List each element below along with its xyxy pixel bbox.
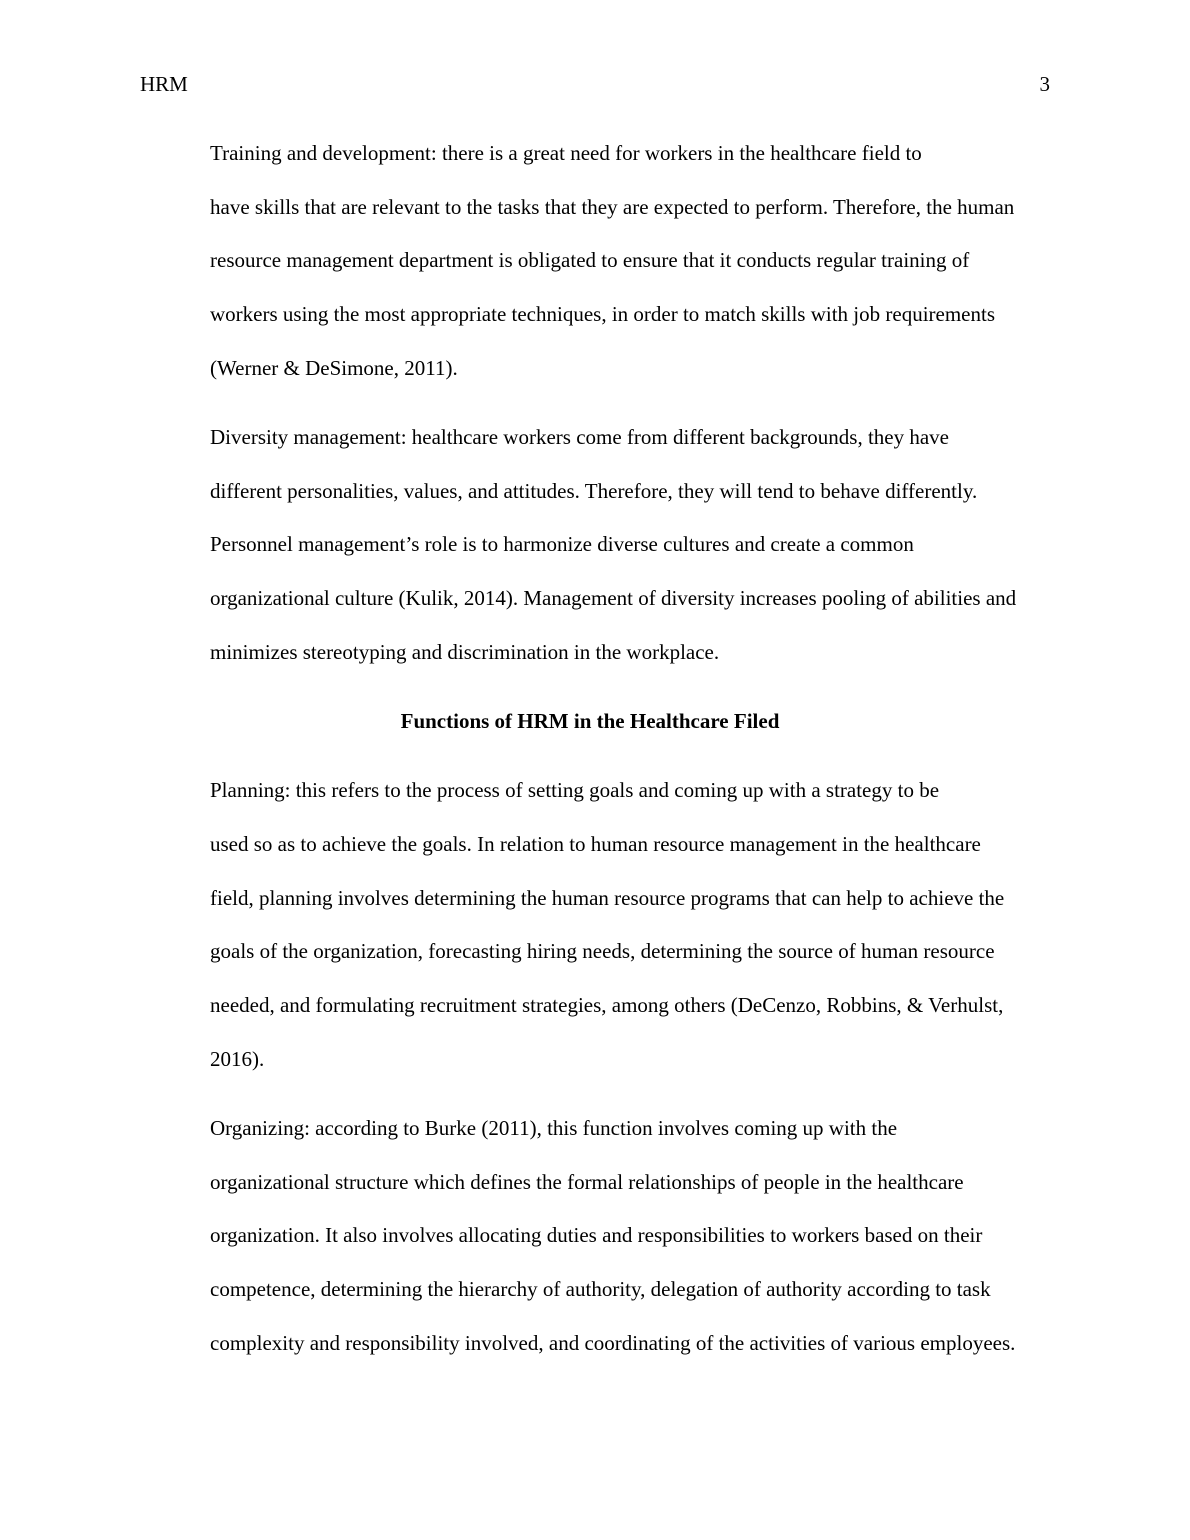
text-line: goals of the organization, forecasting hiring needs, determining the source of human resource [210,939,995,964]
paragraph-organizing [140,1102,1040,1371]
text-line: needed, and formulating recruitment strategies, among others (DeCenzo, Robbins, & Verhulst, [210,993,1004,1018]
text-line: used so as to achieve the goals. In relation to human resource management in the healthcare [210,831,981,856]
page-header [140,70,1050,98]
text-line: field, planning involves determining the human resource programs that can help to achieve the [210,885,1005,910]
text-line: Planning: this refers to the process of setting goals and coming up with a strategy to be [210,778,940,803]
text-line: Training and development: there is a great need for workers in the healthcare field to [210,141,922,165]
text-line: Diversity management: healthcare workers come from different backgrounds, they have [210,425,949,450]
text-line: (Werner & DeSimone, 2011). [210,355,458,380]
paragraph-diversity-management [140,411,1040,680]
text-line: different personalities, values, and attitudes. Therefore, they will tend to behave differently. [210,478,978,503]
paragraph-training-development [140,127,1040,396]
text-line: have skills that are relevant to the tasks that they are expected to perform. Therefore, the human [210,194,1015,219]
text-line: organization. It also involves allocating duties and responsibilities to workers based on their [210,1223,983,1248]
page-number: 3 [1039,72,1050,96]
text-line: Organizing: according to Burke (2011), this function involves coming up with the [210,1115,898,1140]
text-line: minimizes stereotyping and discrimination in the workplace. [210,639,720,664]
text-line: organizational culture (Kulik, 2014). Management of diversity increases pooling of abilities and [210,586,1017,611]
paragraph-planning [140,764,1040,1086]
text-line: competence, determining the hierarchy of authority, delegation of authority according to task [210,1277,991,1302]
text-line: resource management department is obligated to ensure that it conducts regular training of [210,248,970,273]
text-line: organizational structure which defines the formal relationships of people in the healthcare [210,1169,964,1194]
text-line: Personnel management’s role is to harmonize diverse cultures and create a common [210,532,914,557]
document-body [140,127,1040,1386]
text-line: complexity and responsibility involved, and coordinating of the activities of various employees. [210,1330,1016,1355]
text-line: workers using the most appropriate techniques, in order to match skills with job requirements [210,302,995,327]
running-head: HRM [140,72,188,96]
text-line: 2016). [210,1046,265,1071]
section-heading: Functions of HRM in the Healthcare Filed [400,709,780,734]
